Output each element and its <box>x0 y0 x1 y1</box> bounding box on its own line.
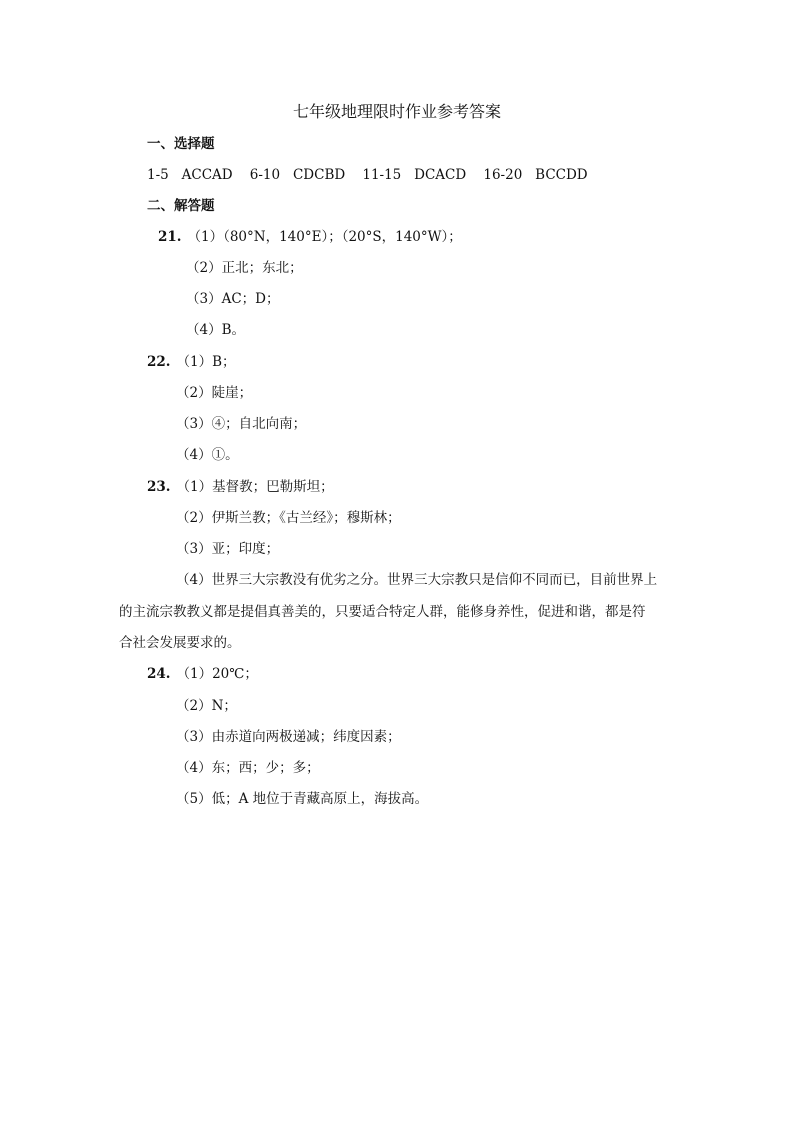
answer-part: （4）东；西；少；多； <box>176 760 320 776</box>
answer-part: （2）陡崖； <box>176 385 253 401</box>
answer-part: （2）正北；东北； <box>186 260 303 276</box>
answer-continuation: 的主流宗教教义都是提倡真善美的，只要适合特定人群，能修身养性，促进和谐，都是符 <box>119 604 646 620</box>
question-24 <box>147 665 258 683</box>
answer-continuation: 合社会发展要求的。 <box>119 635 241 651</box>
answer-part: （3）AC；D； <box>186 291 280 307</box>
answer-part: （3）由赤道向两极递减；纬度因素； <box>176 729 401 745</box>
answer-part: （1）（80°N，140°E）；（20°S，140°W）； <box>187 229 462 245</box>
choice-answers: 1-5 ACCAD 6-10 CDCBD 11-15 DCACD 16-20 BCCDD <box>147 167 588 183</box>
answer-part: （4）B。 <box>186 322 246 338</box>
question-number: 22. <box>147 354 171 370</box>
choice-section-heading: 一、选择题 <box>147 136 215 152</box>
page-title: 七年级地理限时作业参考答案 <box>292 102 501 121</box>
question-number: 23. <box>147 479 171 495</box>
answer-part: （4）世界三大宗教没有优劣之分。世界三大宗教只是信仰不同而已，目前世界上 <box>176 572 658 588</box>
answer-part: （1）基督教；巴勒斯坦； <box>176 479 334 495</box>
question-number: 24. <box>147 666 171 682</box>
question-number: 21. <box>158 229 182 245</box>
question-21 <box>158 228 462 246</box>
question-22 <box>147 353 236 371</box>
answer-part: （3）亚；印度； <box>176 541 280 557</box>
answer-part: （3）④；自北向南； <box>176 416 307 432</box>
answer-part: （4）①。 <box>176 447 239 463</box>
answer-part: （5）低；A 地位于青藏高原上，海拔高。 <box>176 791 429 807</box>
answer-part: （2）伊斯兰教；《古兰经》；穆斯林； <box>176 510 401 526</box>
answer-part: （2）N； <box>176 698 237 714</box>
answer-part: （1）B； <box>176 354 236 370</box>
answer-part: （1）20℃； <box>176 666 258 682</box>
answer-section-heading: 二、解答题 <box>147 198 215 214</box>
question-23 <box>147 478 334 496</box>
